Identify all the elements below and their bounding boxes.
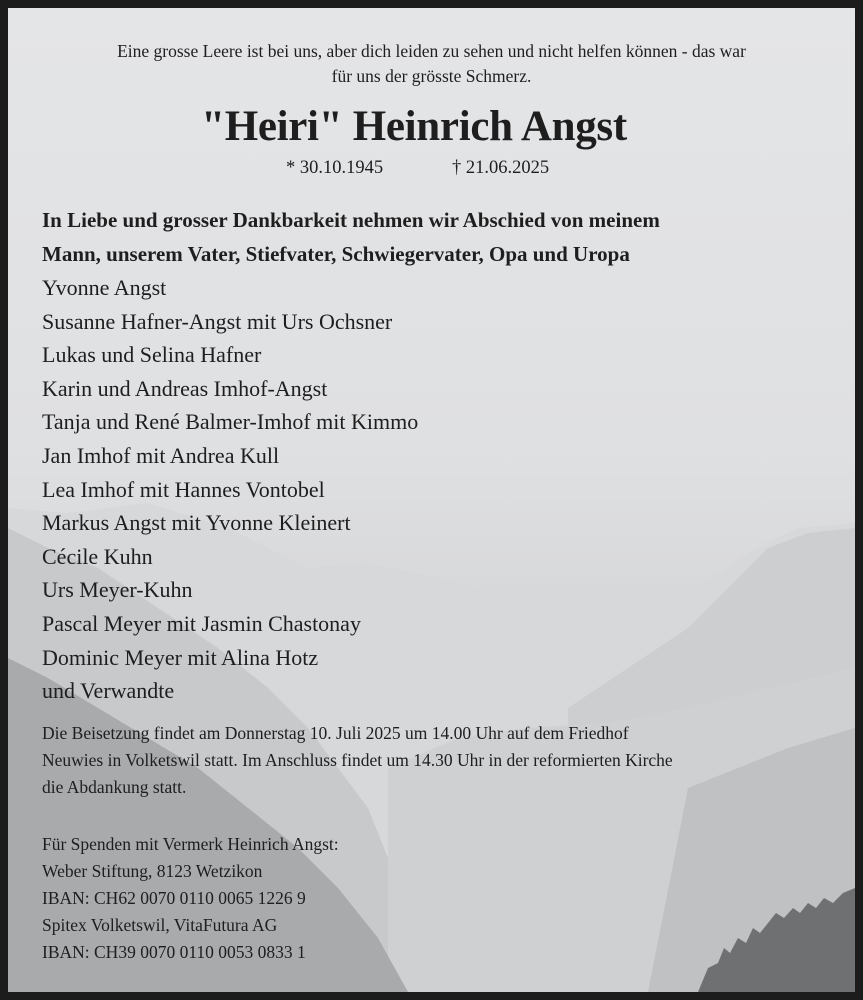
ceremony-line: die Abdankung statt. xyxy=(42,777,187,797)
deceased-name: "Heiri" Heinrich Angst xyxy=(201,103,627,150)
mourner-item: Markus Angst mit Yvonne Kleinert xyxy=(42,510,351,536)
farewell-statement xyxy=(42,204,660,271)
mourner-item: Yvonne Angst xyxy=(42,275,167,300)
ceremony-line: Die Beisetzung findet am Donnerstag 10. Juli 2025 um 14.00 Uhr auf dem Friedhof xyxy=(42,723,629,743)
death-date: † 21.06.2025 xyxy=(452,158,550,178)
mourner-item: Jan Imhof mit Andrea Kull xyxy=(42,442,280,468)
donation-line: Spitex Volketswil, VitaFutura AG xyxy=(42,915,278,935)
mourner-item: Urs Meyer-Kuhn xyxy=(42,577,193,603)
mourner-item: Tanja und René Balmer-Imhof mit Kimmo xyxy=(42,409,419,435)
mourners-list xyxy=(42,271,418,708)
intro-quote xyxy=(8,39,855,89)
mourner-item: und Verwandte xyxy=(42,678,175,704)
donation-iban: IBAN: CH39 0070 0110 0053 0833 1 xyxy=(42,942,306,962)
donation-details xyxy=(42,831,339,966)
donation-iban: IBAN: CH62 0070 0110 0065 1226 9 xyxy=(42,888,306,908)
mourner-item: Lea Imhof mit Hannes Vontobel xyxy=(42,476,325,502)
farewell-line: In Liebe und grosser Dankbarkeit nehmen wir Abschied von meinem xyxy=(42,208,660,232)
obituary-card xyxy=(8,8,855,992)
intro-line: Eine grosse Leere ist bei uns, aber dich leiden zu sehen und nicht helfen können - das war xyxy=(117,41,746,61)
ceremony-details xyxy=(42,720,673,801)
donation-line: Weber Stiftung, 8123 Wetzikon xyxy=(42,861,263,881)
farewell-line: Mann, unserem Vater, Stiefvater, Schwiegervater, Opa und Uropa xyxy=(42,241,630,266)
mourner-item: Pascal Meyer mit Jasmin Chastonay xyxy=(42,610,361,636)
ceremony-line: Neuwies in Volketswil statt. Im Anschluss findet um 14.30 Uhr in der reformierten Kirche xyxy=(42,750,673,770)
mourner-item: Dominic Meyer mit Alina Hotz xyxy=(42,644,319,670)
donation-line: Für Spenden mit Vermerk Heinrich Angst: xyxy=(42,834,339,854)
mourner-item: Lukas und Selina Hafner xyxy=(42,342,262,368)
intro-line: für uns der grösste Schmerz. xyxy=(331,66,532,86)
mourner-item: Susanne Hafner-Angst mit Urs Ochsner xyxy=(42,308,393,334)
mourner-item: Karin und Andreas Imhof-Angst xyxy=(42,375,328,401)
birth-date: * 30.10.1945 xyxy=(286,158,384,178)
mourner-item: Cécile Kuhn xyxy=(42,543,153,569)
